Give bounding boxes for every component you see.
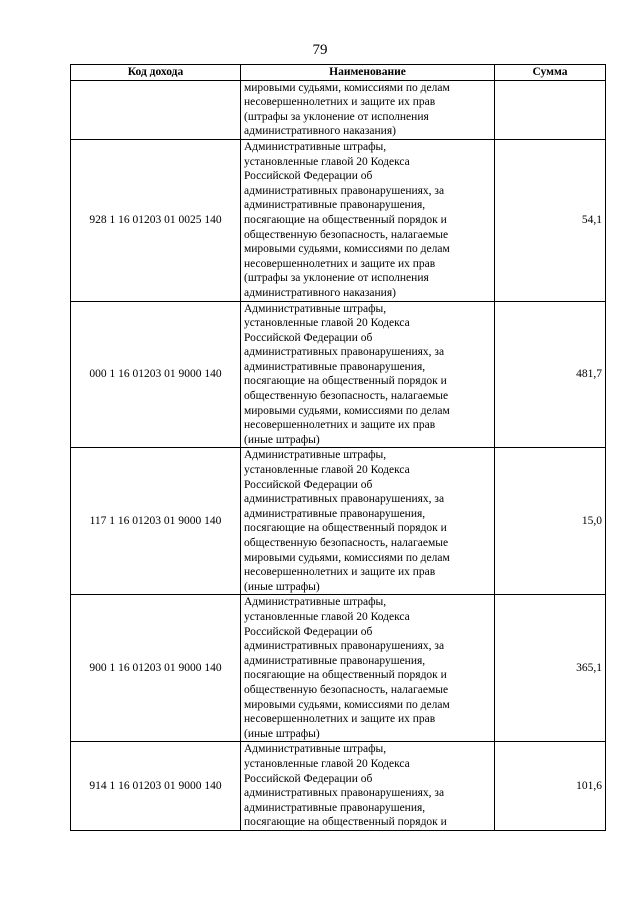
amount-cell: 15,0 — [495, 448, 606, 595]
revenue-name-line: общественную безопасность, налагаемые — [244, 537, 449, 549]
amount-cell: 54,1 — [495, 139, 606, 301]
revenue-name-line: Административные штрафы, — [244, 449, 387, 462]
revenue-name-line: Российской Федерации об — [244, 331, 373, 344]
revenue-name-cell — [241, 139, 495, 301]
revenue-name-line: установленные главой 20 Кодекса — [244, 757, 410, 770]
revenue-name-line: посягающие на общественный порядок и — [244, 816, 447, 829]
revenue-name-line: административных правонарушениях, за — [244, 184, 445, 197]
revenue-name-line: установленные главой 20 Кодекса — [244, 464, 410, 477]
revenue-name-line: установленные главой 20 Кодекса — [244, 155, 410, 168]
revenue-name-line: Административные штрафы, — [244, 743, 387, 756]
revenue-name-line: несовершеннолетних и защите их прав — [244, 257, 436, 270]
revenue-name-line: Российской Федерации об — [244, 170, 373, 183]
amount-cell: 101,6 — [495, 742, 606, 831]
revenue-name-cell — [241, 742, 495, 831]
revenue-name-line: Административные штрафы, — [244, 302, 387, 315]
revenue-name-line: мировыми судьями, комиссиями по делам — [244, 551, 450, 564]
revenue-name-line: административных правонарушениях, за — [244, 493, 445, 506]
amount-cell: 481,7 — [495, 301, 606, 448]
revenue-name-line: несовершеннолетних и защите их прав — [244, 713, 436, 726]
revenue-name-line: (штрафы за уклонение от исполнения — [244, 272, 429, 285]
revenue-name-line: посягающие на общественный порядок и — [244, 522, 447, 535]
revenue-code-cell: 000 1 16 01203 01 9000 140 — [71, 301, 241, 448]
revenue-name-line: несовершеннолетних и защите их прав — [244, 419, 436, 432]
revenue-name-line: Административные штрафы, — [244, 140, 387, 153]
revenue-code-cell — [71, 80, 241, 139]
revenue-name-line: общественную безопасность, налагаемые — [244, 683, 449, 696]
header-name: Наименование — [241, 65, 495, 81]
revenue-name-line: Российской Федерации об — [244, 478, 373, 491]
revenue-name-cell — [241, 448, 495, 595]
revenue-name-line: административного наказания) — [244, 286, 396, 299]
revenue-name-line: (иные штрафы) — [244, 727, 320, 740]
revenue-name-line: мировыми судьями, комиссиями по делам — [244, 243, 450, 256]
revenue-name-line: административные правонарушения, — [244, 199, 426, 212]
table-row — [71, 139, 606, 301]
revenue-name-line: посягающие на общественный порядок и — [244, 213, 447, 226]
header-sum: Сумма — [495, 65, 606, 81]
revenue-name-line: административные правонарушения, — [244, 360, 426, 373]
revenue-name-line: Административные штрафы, — [244, 596, 387, 609]
revenue-name-line: административные правонарушения, — [244, 507, 426, 520]
table-row — [71, 80, 606, 139]
revenue-name-line: посягающие на общественный порядок и — [244, 669, 447, 682]
revenue-name-line: административных правонарушениях, за — [244, 640, 445, 653]
revenue-name-cell — [241, 301, 495, 448]
revenue-name-line: посягающие на общественный порядок и — [244, 375, 447, 388]
revenue-name-line: (иные штрафы) — [244, 433, 320, 446]
revenue-name-line: несовершеннолетних и защите их прав — [244, 566, 436, 579]
revenue-name-line: мировыми судьями, комиссиями по делам — [244, 81, 450, 94]
table-row — [71, 742, 606, 831]
revenue-code-cell: 914 1 16 01203 01 9000 140 — [71, 742, 241, 831]
revenue-code-cell: 928 1 16 01203 01 0025 140 — [71, 139, 241, 301]
revenue-name-line: общественную безопасность, налагаемые — [244, 390, 449, 403]
table-row — [71, 595, 606, 742]
table-header-row — [71, 65, 606, 81]
revenue-code-cell: 900 1 16 01203 01 9000 140 — [71, 595, 241, 742]
revenue-name-line: административных правонарушениях, за — [244, 787, 445, 800]
revenue-code-cell: 117 1 16 01203 01 9000 140 — [71, 448, 241, 595]
revenue-table — [70, 64, 606, 831]
revenue-name-line: общественную безопасность, налагаемые — [244, 228, 449, 241]
revenue-name-line: установленные главой 20 Кодекса — [244, 610, 410, 623]
revenue-name-line: административные правонарушения, — [244, 801, 426, 814]
revenue-name-line: (иные штрафы) — [244, 580, 320, 593]
revenue-name-line: мировыми судьями, комиссиями по делам — [244, 698, 450, 711]
revenue-name-line: административных правонарушениях, за — [244, 346, 445, 359]
page-number: 79 — [312, 42, 328, 58]
revenue-name-cell — [241, 595, 495, 742]
revenue-name-line: мировыми судьями, комиссиями по делам — [244, 404, 450, 417]
revenue-name-line: несовершеннолетних и защите их прав — [244, 96, 436, 109]
revenue-name-line: административные правонарушения, — [244, 654, 426, 667]
table-row — [71, 301, 606, 448]
revenue-name-line: административного наказания) — [244, 125, 396, 138]
revenue-name-line: (штрафы за уклонение от исполнения — [244, 110, 429, 123]
revenue-name-line: Российской Федерации об — [244, 625, 373, 638]
amount-cell — [495, 80, 606, 139]
revenue-name-line: установленные главой 20 Кодекса — [244, 317, 410, 330]
revenue-name-cell — [241, 80, 495, 139]
revenue-name-line: Российской Федерации об — [244, 772, 373, 785]
table-row — [71, 448, 606, 595]
header-code: Код дохода — [71, 65, 241, 81]
amount-cell: 365,1 — [495, 595, 606, 742]
table-body — [71, 80, 606, 830]
